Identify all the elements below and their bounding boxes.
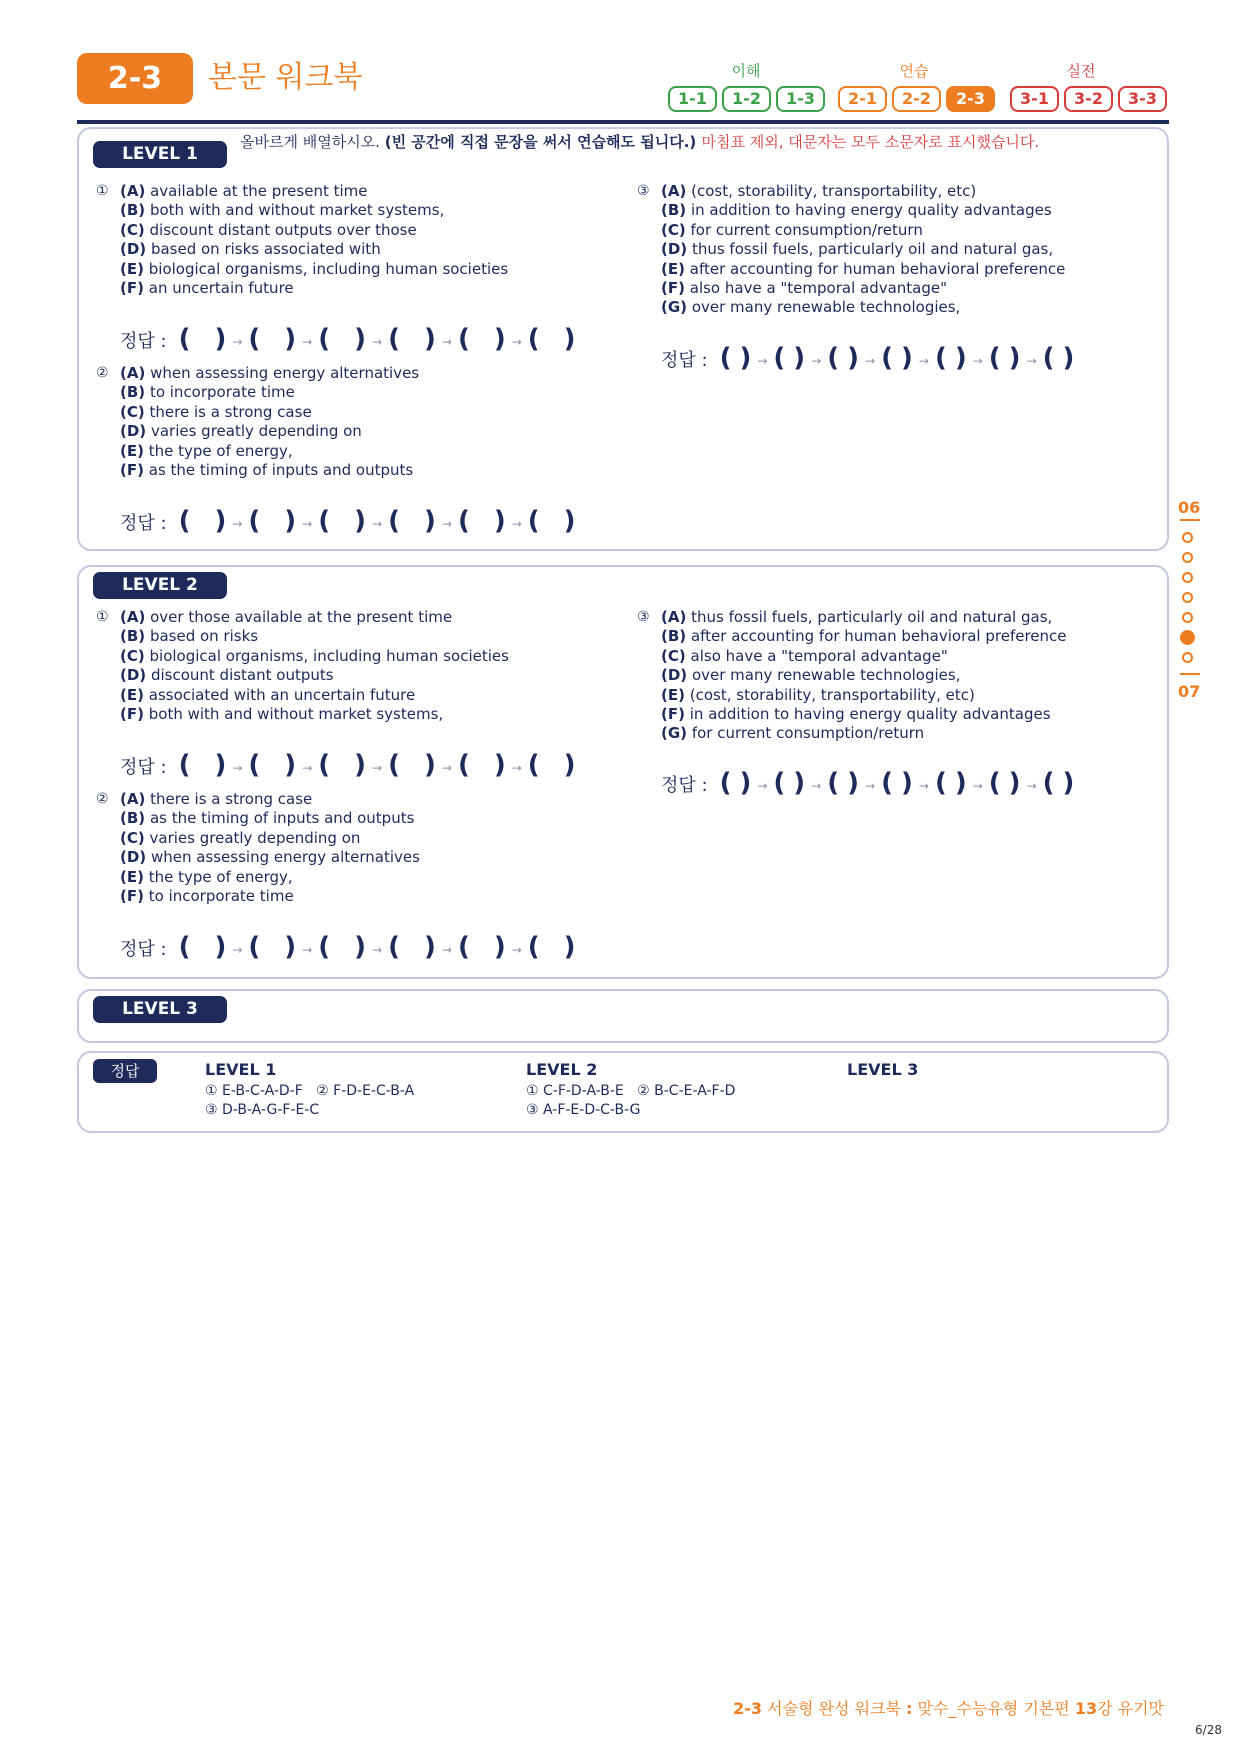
l1-q3-answer-row[interactable]: 정답 : ( ) → ( ) → ( ) → ( ) → ( ) → ( ) → ( ) [661, 343, 1075, 373]
l2-question-1: ① (A) over those available at the present time (B) based on risks (C) biological organisms, including human societies (D) discount distant outputs (E) associated with an uncertain future (F) both with and without market systems, [96, 608, 509, 724]
option-row: (F) both with and without market systems, [120, 705, 444, 724]
option-row: (C) also have a "temporal advantage" [661, 646, 948, 665]
progress-dot [1182, 532, 1193, 543]
option-row: (B) after accounting for human behavioral preference [661, 627, 1067, 646]
option-row: (C) there is a strong case [120, 402, 312, 421]
level-1-tag: LEVEL 1 [93, 141, 227, 168]
l1-q1-answer-row[interactable]: 정답 : ( ) → ( ) → ( ) → ( ) → ( ) → ( ) [120, 324, 576, 354]
option-row: (F) as the timing of inputs and outputs [120, 461, 414, 480]
option-row: (E) after accounting for human behavioral preference [661, 259, 1066, 278]
progress-dot [1182, 652, 1193, 663]
option-row: (G) over many renewable technologies, [661, 298, 961, 317]
nav-button-3-3[interactable]: 3-3 [1118, 86, 1167, 112]
answer-key-level-2: LEVEL 2 ① C-F-D-A-B-E ② B-C-E-A-F-D ③ A-F-E-D-C-B-G [526, 1060, 736, 1118]
option-row: (C) discount distant outputs over those [120, 220, 417, 239]
progress-dot-active [1180, 630, 1195, 645]
nav-button-1-1[interactable]: 1-1 [668, 86, 717, 112]
l1-question-2: ② (A) when assessing energy alternatives (B) to incorporate time (C) there is a strong case (D) varies greatly depending on (E) the type of energy, (F) as the timing of inputs and outputs [96, 364, 420, 480]
option-row: (E) associated with an uncertain future [120, 685, 416, 704]
option-row: (F) also have a "temporal advantage" [661, 279, 948, 298]
option-row: (C) for current consumption/return [661, 220, 923, 239]
option-row: (A) when assessing energy alternatives [120, 364, 420, 382]
answer-key-level-3: LEVEL 3 [847, 1060, 919, 1079]
option-row: (E) (cost, storability, transportability, etc) [661, 685, 975, 704]
instruction: 올바르게 배열하시오. (빈 공간에 직접 문장을 써서 연습해도 됩니다.) 마침표 제외, 대문자는 모두 소문자로 표시했습니다. [240, 133, 1040, 151]
l2-q3-answer-row[interactable]: 정답 : ( ) → ( ) → ( ) → ( ) → ( ) → ( ) → ( ) [661, 768, 1075, 798]
progress-dot [1182, 592, 1193, 603]
header-divider [77, 120, 1169, 124]
option-row: (B) to incorporate time [120, 383, 295, 402]
option-row: (F) in addition to having energy quality advantages [661, 705, 1051, 724]
option-row: (E) biological organisms, including human societies [120, 259, 509, 278]
answer-key-level-1: LEVEL 1 ① E-B-C-A-D-F ② F-D-E-C-B-A ③ D-B-A-G-F-E-C [205, 1060, 415, 1118]
nav-button-2-1[interactable]: 2-1 [838, 86, 887, 112]
l1-q2-answer-row[interactable]: 정답 : ( ) → ( ) → ( ) → ( ) → ( ) → ( ) [120, 506, 576, 536]
progress-dot [1182, 572, 1193, 583]
l1-question-3: ③ (A) (cost, storability, transportability, etc) (B) in addition to having energy quality advantages (C) for current consumption/return (D) thus fossil fuels, particularly oil and natural gas, (E) after accounting for human behavioral preference (F) also have a "temporal advantage" (G) over many renewable technologies, [637, 182, 1066, 317]
nav-button-1-2[interactable]: 1-2 [722, 86, 771, 112]
option-row: (D) varies greatly depending on [120, 422, 362, 441]
option-row: (C) varies greatly depending on [120, 828, 361, 847]
option-row: (A) over those available at the present time [120, 608, 453, 626]
side-progress-bottom: 07 [1178, 682, 1201, 701]
nav-button-2-3[interactable]: 2-3 [946, 86, 995, 112]
level-3-box [77, 989, 1169, 1043]
progress-dot [1182, 552, 1193, 563]
nav-button-3-1[interactable]: 3-1 [1010, 86, 1059, 112]
option-row: (D) based on risks associated with [120, 240, 381, 259]
option-row: (A) available at the present time [120, 182, 368, 200]
option-row: (B) based on risks [120, 627, 259, 646]
option-row: (B) in addition to having energy quality advantages [661, 201, 1052, 220]
answer-key-tag: 정답 [93, 1059, 157, 1083]
nav-group-label-practice: 연습 [899, 62, 929, 80]
l2-question-3: ③ (A) thus fossil fuels, particularly oil and natural gas, (B) after accounting for human behavioral preference (C) also have a "temporal advantage" (D) over many renewable technologies, (E) (cost, storability, transportability, etc) (F) in addition to having energy quality advantages (G) for current consumption/return [637, 608, 1067, 743]
option-row: (F) an uncertain future [120, 279, 294, 298]
page-number: 6/28 [1195, 1723, 1222, 1737]
nav-group-label-understand: 이해 [731, 62, 761, 80]
footer-title: 2-3 서술형 완성 워크북 : 맞수_수능유형 기본편 13강 유기맛 [733, 1699, 1164, 1718]
side-progress-top: 06 [1178, 498, 1201, 517]
nav-group-label-real: 실전 [1066, 62, 1096, 80]
option-row: (A) there is a strong case [120, 790, 313, 808]
l2-question-2: ② (A) there is a strong case (B) as the timing of inputs and outputs (C) varies greatly depending on (D) when assessing energy alternatives (E) the type of energy, (F) to incorporate time [96, 790, 420, 906]
option-row: (D) over many renewable technologies, [661, 666, 961, 685]
option-row: (E) the type of energy, [120, 867, 293, 886]
option-row: (D) discount distant outputs [120, 666, 334, 685]
option-row: (A) thus fossil fuels, particularly oil and natural gas, [661, 608, 1053, 626]
option-row: (E) the type of energy, [120, 441, 293, 460]
option-row: (C) biological organisms, including human societies [120, 646, 509, 665]
l1-question-1: ① (A) available at the present time (B) both with and without market systems, (C) discount distant outputs over those (D) based on risks associated with (E) biological organisms, including human societies (F) an uncertain future [96, 182, 509, 298]
unit-badge: 2-3 [77, 53, 193, 104]
nav-button-1-3[interactable]: 1-3 [776, 86, 825, 112]
nav-button-3-2[interactable]: 3-2 [1064, 86, 1113, 112]
option-row: (B) both with and without market systems, [120, 201, 445, 220]
option-row: (G) for current consumption/return [661, 724, 925, 743]
option-row: (D) thus fossil fuels, particularly oil and natural gas, [661, 240, 1054, 259]
level-3-tag: LEVEL 3 [93, 996, 227, 1023]
l2-q1-answer-row[interactable]: 정답 : ( ) → ( ) → ( ) → ( ) → ( ) → ( ) [120, 750, 576, 780]
page-title: 본문 워크북 [208, 60, 363, 95]
option-row: (F) to incorporate time [120, 887, 294, 906]
l2-q2-answer-row[interactable]: 정답 : ( ) → ( ) → ( ) → ( ) → ( ) → ( ) [120, 932, 576, 962]
option-row: (B) as the timing of inputs and outputs [120, 809, 415, 828]
nav-button-2-2[interactable]: 2-2 [892, 86, 941, 112]
side-progress-line [1180, 519, 1200, 521]
level-2-tag: LEVEL 2 [93, 572, 227, 599]
side-progress-line [1180, 673, 1200, 675]
progress-dot [1182, 612, 1193, 623]
option-row: (D) when assessing energy alternatives [120, 848, 420, 867]
option-row: (A) (cost, storability, transportability, etc) [661, 182, 977, 200]
